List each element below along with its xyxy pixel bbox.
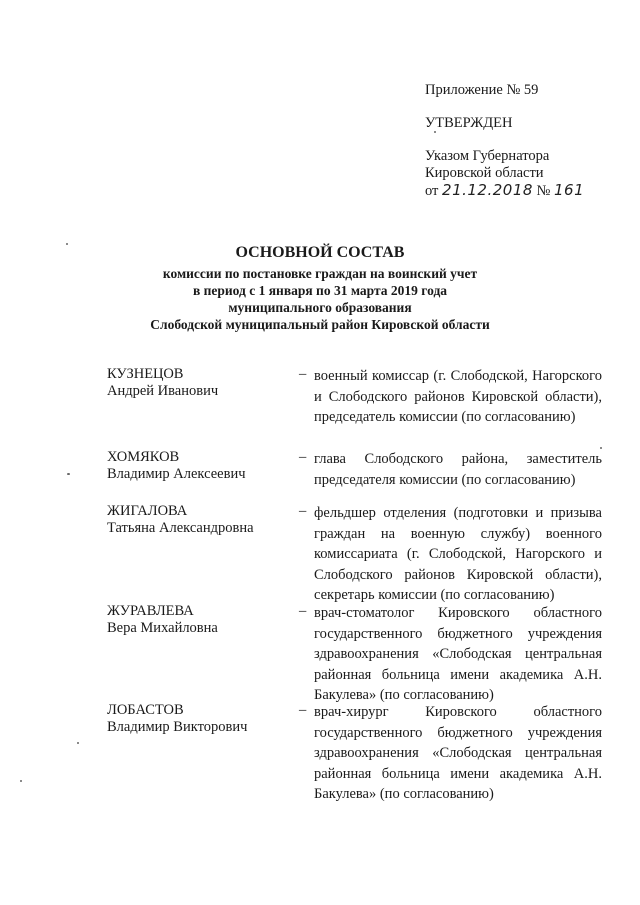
member-surname: ЛОБАСТОВ	[107, 702, 184, 718]
scan-speck	[66, 243, 68, 245]
member-dash: –	[299, 449, 307, 465]
member-name	[107, 702, 277, 736]
member-given-names: Татьяна Александровна	[107, 520, 254, 536]
title-line-2: в период с 1 января по 31 марта 2019 года	[192, 283, 448, 298]
member-role: врач-хирург Кировского областного государственного бюджетного учреждения здравоохранения «Слободская центральная районная больница имени академика А.Н. Бакулева» (по согласованию)	[314, 704, 602, 802]
title-block	[60, 243, 580, 333]
member-name	[107, 603, 277, 637]
scan-speck	[77, 742, 79, 744]
member-role: военный комиссар (г. Слободской, Нагорского и Слободского районов Кировской области), председатель комиссии (по согласованию)	[314, 368, 602, 425]
member-given-names: Владимир Алексеевич	[107, 466, 246, 482]
member-role: врач-стоматолог Кировского областного государственного бюджетного учреждения здравоохранения «Слободская центральная районная больница имени академика А.Н. Бакулева» (по согласованию)	[314, 605, 602, 703]
member-name	[107, 366, 277, 400]
approval-block	[425, 82, 584, 200]
approved-label: УТВЕРЖДЕН	[425, 115, 513, 131]
member-surname: ХОМЯКОВ	[107, 449, 180, 465]
member-surname: ЖИГАЛОВА	[107, 503, 188, 519]
decree-date-line	[425, 182, 584, 200]
handwritten-number: 161	[554, 181, 585, 199]
member-dash: –	[299, 503, 307, 519]
member-role: глава Слободского района, заместитель председателя комиссии (по согласованию)	[314, 451, 602, 488]
member-surname: ЖУРАВЛЕВА	[107, 603, 194, 619]
decree-line-1: Указом Губернатора	[425, 148, 550, 164]
decree-line-2: Кировской области	[425, 165, 544, 181]
appendix-number: Приложение № 59	[425, 82, 539, 98]
member-surname: КУЗНЕЦОВ	[107, 366, 184, 382]
number-sign: №	[536, 183, 551, 199]
member-dash: –	[299, 702, 307, 718]
member-name	[107, 503, 277, 537]
member-name	[107, 449, 277, 483]
scan-speck	[600, 447, 602, 449]
title-line-4: Слободской муниципальный район Кировской области	[150, 317, 490, 332]
title-line-1: комиссии по постановке граждан на воинский учет	[162, 266, 478, 281]
date-prefix: от	[425, 183, 439, 199]
title-line-3: муниципального образования	[228, 300, 412, 315]
scan-speck	[20, 780, 22, 782]
scan-speck	[67, 473, 70, 475]
scan-speck	[434, 131, 436, 133]
member-dash: –	[299, 603, 307, 619]
member-given-names: Владимир Викторович	[107, 719, 248, 735]
member-given-names: Вера Михайловна	[107, 620, 218, 636]
member-given-names: Андрей Иванович	[107, 383, 219, 399]
member-dash: –	[299, 366, 307, 382]
member-role: фельдшер отделения (подготовки и призыва граждан на военную службу) военного комиссариата (г. Слободской, Нагорского и Слободского районов Кировской области), секретарь комиссии (по согласованию)	[314, 505, 602, 603]
handwritten-date: 21.12.2018	[442, 181, 533, 199]
document-title: ОСНОВНОЙ СОСТАВ	[235, 244, 405, 261]
